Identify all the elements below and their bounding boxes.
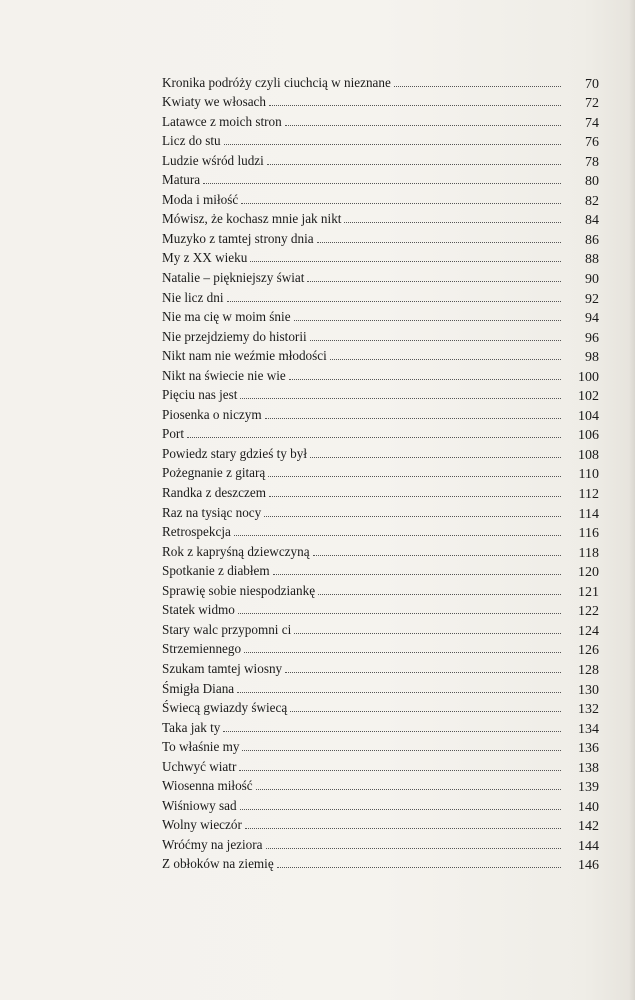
toc-entry-title: To właśnie my xyxy=(162,739,240,755)
toc-entry-title: Świecą gwiazdy świecą xyxy=(162,700,288,716)
toc-entry xyxy=(162,832,599,852)
toc-entry xyxy=(162,246,599,266)
toc-dot-leader xyxy=(307,281,561,282)
toc-entry-page: 76 xyxy=(585,135,599,151)
toc-entry-title: Muzyko z tamtej strony dnia xyxy=(162,230,314,246)
toc-entry xyxy=(162,285,599,305)
toc-entry-page: 110 xyxy=(578,467,599,483)
toc-entry-page: 128 xyxy=(578,662,599,678)
toc-dot-leader xyxy=(318,594,561,595)
toc-entry-title: Pięciu nas jest xyxy=(162,387,238,403)
toc-entry-title: Nikt na świecie nie wie xyxy=(162,367,286,383)
toc-entry-page: 108 xyxy=(578,447,599,463)
toc-entry-title: Szukam tamtej wiosny xyxy=(162,660,283,676)
toc-entry xyxy=(162,383,599,403)
toc-dot-leader xyxy=(294,633,561,634)
toc-entry-page: 92 xyxy=(585,291,599,307)
toc-dot-leader xyxy=(330,359,561,360)
toc-dot-leader xyxy=(310,340,561,341)
toc-entry xyxy=(162,109,599,129)
toc-entry-page: 102 xyxy=(578,389,599,405)
toc-dot-leader xyxy=(238,613,561,614)
toc-entry-title: Uchwyć wiatr xyxy=(162,758,237,774)
toc-entry-title: Port xyxy=(162,426,184,442)
toc-entry xyxy=(162,168,599,188)
toc-entry-title: Nie licz dni xyxy=(162,289,224,305)
toc-dot-leader xyxy=(310,457,561,458)
toc-entry-title: Raz na tysiąc nocy xyxy=(162,504,262,520)
toc-dot-leader xyxy=(227,301,561,302)
toc-entry xyxy=(162,676,599,696)
toc-dot-leader xyxy=(269,105,561,106)
toc-entry-page: 130 xyxy=(578,682,599,698)
toc-entry xyxy=(162,520,599,540)
toc-entry xyxy=(162,774,599,794)
toc-entry-title: Śmigła Diana xyxy=(162,680,235,696)
toc-entry xyxy=(162,598,599,618)
toc-entry-page: 134 xyxy=(578,721,599,737)
toc-dot-leader xyxy=(242,750,561,751)
toc-entry xyxy=(162,305,599,325)
toc-entry-title: Randka z deszczem xyxy=(162,485,266,501)
toc-dot-leader xyxy=(294,320,561,321)
toc-entry xyxy=(162,265,599,288)
toc-entry xyxy=(162,656,599,676)
toc-dot-leader xyxy=(245,828,561,829)
toc-entry xyxy=(162,402,599,422)
toc-entry-title: My z XX wieku xyxy=(162,250,248,266)
toc-dot-leader xyxy=(289,379,561,380)
toc-entry xyxy=(162,422,599,442)
toc-entry-page: 78 xyxy=(585,154,599,170)
toc-dot-leader xyxy=(264,516,561,517)
toc-entry-title: Natalie – piękniejszy świat xyxy=(162,270,305,286)
toc-entry xyxy=(162,852,599,872)
toc-entry-page: 74 xyxy=(585,115,599,131)
toc-entry-title: Stary walc przypomni ci xyxy=(162,621,292,637)
toc-entry xyxy=(162,637,599,657)
toc-dot-leader xyxy=(313,555,561,556)
toc-entry-title: Wróćmy na jeziora xyxy=(162,836,263,852)
toc-entry xyxy=(162,90,599,110)
toc-entry-page: 136 xyxy=(578,741,599,757)
toc-entry-page: 126 xyxy=(578,643,599,659)
toc-entry-page: 112 xyxy=(578,487,599,503)
toc-entry-page: 96 xyxy=(585,330,599,346)
toc-entry-page: 144 xyxy=(578,838,599,854)
toc-dot-leader xyxy=(277,867,561,868)
toc-entry-title: Retrospekcja xyxy=(162,524,231,540)
toc-entry-page: 121 xyxy=(578,584,599,600)
toc-entry-page: 146 xyxy=(578,858,599,874)
toc-entry-title: Z obłoków na ziemię xyxy=(162,856,274,872)
toc-entry-title: Piosenka o niczym xyxy=(162,406,262,422)
toc-entry-title: Wolny wieczór xyxy=(162,817,242,833)
toc-entry-page: 120 xyxy=(578,565,599,581)
toc-entry xyxy=(162,754,599,774)
toc-entry-title: Latawce z moich stron xyxy=(162,113,282,129)
toc-entry xyxy=(162,578,599,598)
toc-dot-leader xyxy=(266,848,561,849)
toc-entry xyxy=(162,226,599,246)
toc-dot-leader xyxy=(187,437,561,438)
toc-dot-leader xyxy=(267,164,561,165)
toc-entry xyxy=(162,696,599,716)
toc-entry xyxy=(162,813,599,833)
toc-entry xyxy=(162,617,599,637)
table-of-contents xyxy=(162,70,599,874)
toc-entry-title: Rok z kapryśną dziewczyną xyxy=(162,543,310,559)
toc-entry-title: Ludzie wśród ludzi xyxy=(162,152,264,168)
toc-entry-page: 82 xyxy=(585,193,599,209)
toc-entry xyxy=(162,363,599,383)
toc-dot-leader xyxy=(290,711,561,712)
toc-entry xyxy=(162,344,599,364)
toc-dot-leader xyxy=(240,809,561,810)
toc-dot-leader xyxy=(256,789,561,790)
toc-entry xyxy=(162,148,599,168)
toc-entry xyxy=(162,187,599,207)
page-edge-shadow xyxy=(629,0,635,1000)
toc-dot-leader xyxy=(241,203,561,204)
toc-dot-leader xyxy=(223,731,561,732)
toc-entry xyxy=(162,715,599,735)
toc-entry-page: 98 xyxy=(585,350,599,366)
toc-entry-title: Nikt nam nie weźmie młodości xyxy=(162,348,327,364)
toc-dot-leader xyxy=(344,222,561,223)
toc-dot-leader xyxy=(203,183,561,184)
toc-dot-leader xyxy=(394,86,561,87)
toc-entry-title: Kronika podróży czyli ciuchcią w nieznane xyxy=(162,74,391,90)
toc-dot-leader xyxy=(285,125,561,126)
toc-dot-leader xyxy=(224,144,561,145)
toc-entry xyxy=(162,70,599,90)
toc-entry xyxy=(162,324,599,344)
toc-entry-page: 104 xyxy=(578,408,599,424)
toc-entry-title: Powiedz stary gdzieś ty był xyxy=(162,445,308,461)
toc-entry-title: Pożegnanie z gitarą xyxy=(162,465,266,481)
toc-entry-page: 142 xyxy=(578,819,599,835)
toc-entry-page: 138 xyxy=(578,760,599,776)
toc-entry-page: 80 xyxy=(585,174,599,190)
toc-dot-leader xyxy=(265,418,561,419)
toc-entry-page: 94 xyxy=(585,311,599,327)
toc-entry-title: Sprawię sobie niespodziankę xyxy=(162,582,316,598)
toc-dot-leader xyxy=(240,398,561,399)
toc-dot-leader xyxy=(268,476,561,477)
toc-dot-leader xyxy=(269,496,561,497)
toc-entry-title: Strzemiennego xyxy=(162,641,242,657)
toc-entry-title: Licz do stu xyxy=(162,133,221,149)
toc-entry-page: 70 xyxy=(585,76,599,92)
toc-entry-page: 86 xyxy=(585,232,599,248)
toc-entry-title: Spotkanie z diabłem xyxy=(162,563,270,579)
toc-entry-title: Wiosenna miłość xyxy=(162,778,253,794)
toc-entry-title: Wiśniowy sad xyxy=(162,797,237,813)
toc-entry-page: 100 xyxy=(578,369,599,385)
toc-dot-leader xyxy=(250,261,561,262)
toc-entry-page: 140 xyxy=(578,799,599,815)
toc-entry xyxy=(162,207,599,227)
toc-entry-title: Matura xyxy=(162,172,201,188)
toc-dot-leader xyxy=(317,242,561,243)
toc-entry-page: 88 xyxy=(585,252,599,268)
toc-entry xyxy=(162,480,599,503)
toc-entry-page: 139 xyxy=(578,780,599,796)
toc-entry-title: Nie przejdziemy do historii xyxy=(162,328,307,344)
toc-entry-page: 106 xyxy=(578,428,599,444)
toc-entry xyxy=(162,735,599,755)
toc-entry-title: Taka jak ty xyxy=(162,719,221,735)
toc-entry xyxy=(162,500,599,520)
toc-dot-leader xyxy=(273,574,561,575)
toc-entry xyxy=(162,441,599,461)
toc-entry xyxy=(162,793,599,813)
toc-entry-page: 122 xyxy=(578,604,599,620)
toc-dot-leader xyxy=(239,770,561,771)
toc-dot-leader xyxy=(234,535,561,536)
toc-entry-title: Moda i miłość xyxy=(162,191,239,207)
toc-dot-leader xyxy=(237,692,561,693)
toc-entry-page: 124 xyxy=(578,623,599,639)
toc-entry-page: 116 xyxy=(578,526,599,542)
toc-dot-leader xyxy=(285,672,561,673)
toc-entry-title: Mówisz, że kochasz mnie jak nikt xyxy=(162,211,342,227)
toc-entry-title: Kwiaty we włosach xyxy=(162,94,267,110)
toc-entry-page: 90 xyxy=(585,272,599,288)
toc-entry xyxy=(162,539,599,559)
toc-entry-page: 84 xyxy=(585,213,599,229)
toc-entry-page: 72 xyxy=(585,96,599,112)
toc-entry xyxy=(162,461,599,481)
toc-entry-page: 118 xyxy=(578,545,599,561)
toc-entry-title: Statek widmo xyxy=(162,602,235,618)
toc-entry-title: Nie ma cię w moim śnie xyxy=(162,309,291,325)
toc-entry-page: 132 xyxy=(578,702,599,718)
toc-entry xyxy=(162,129,599,149)
toc-dot-leader xyxy=(244,652,561,653)
toc-entry-page: 114 xyxy=(578,506,599,522)
toc-entry xyxy=(162,559,599,579)
